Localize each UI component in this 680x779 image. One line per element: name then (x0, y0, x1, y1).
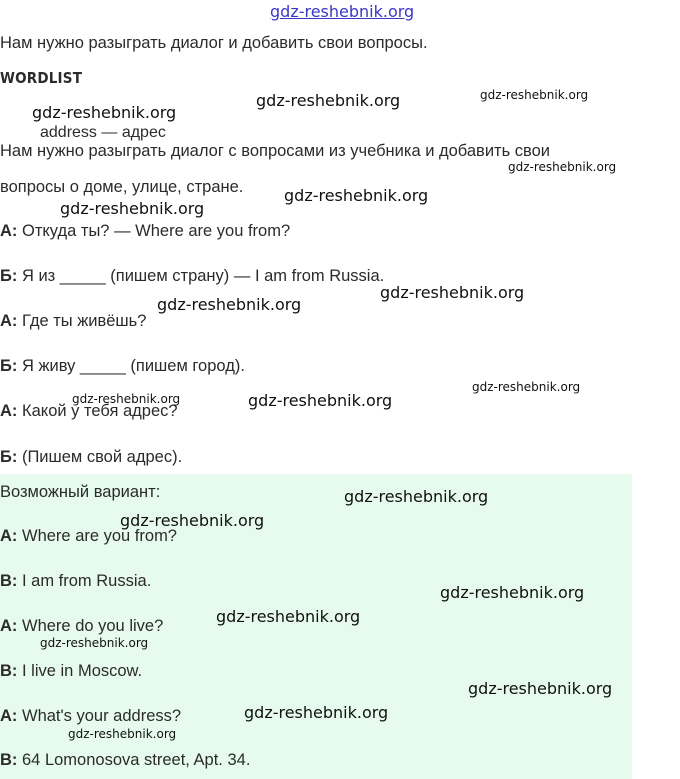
dialog-text: Where do you live? (17, 617, 164, 635)
dialog-text: 64 Lomonosova street, Apt. 34. (17, 751, 251, 769)
speaker-label: Б: (0, 267, 18, 285)
watermark: gdz-reshebnik.org (60, 199, 205, 218)
intro-text: Нам нужно разыграть диалог и добавить свои вопросы. (0, 34, 428, 52)
dialog-text: Откуда ты? — Where are you from? (17, 222, 291, 240)
description-line-1: Нам нужно разыграть диалог с вопросами из учебника и добавить свои (0, 142, 551, 160)
site-link[interactable]: gdz-reshebnik.org (270, 2, 415, 21)
speaker-label: A: (0, 527, 18, 545)
dialog-ru-line (0, 448, 182, 467)
description-line-2: вопросы о доме, улице, стране. (0, 178, 244, 196)
dialog-en-line (0, 751, 250, 770)
watermark: gdz-reshebnik.org (32, 103, 177, 122)
watermark: gdz-reshebnik.org (472, 380, 581, 394)
dialog-text: Я живу _____ (пишем город). (17, 357, 245, 375)
dialog-ru-line (0, 222, 290, 241)
wordlist-clipped-entry: address — адрес (40, 124, 166, 141)
dialog-en-line (0, 617, 163, 636)
watermark: gdz-reshebnik.org (216, 607, 361, 626)
watermark: gdz-reshebnik.org (480, 88, 589, 102)
watermark: gdz-reshebnik.org (248, 391, 393, 410)
watermark: gdz-reshebnik.org (380, 283, 525, 302)
dialog-text: I live in Moscow. (17, 662, 143, 680)
watermark: gdz-reshebnik.org (344, 487, 489, 506)
watermark: gdz-reshebnik.org (284, 186, 429, 205)
speaker-label: A: (0, 617, 18, 635)
dialog-ru-line (0, 312, 146, 331)
dialog-text: (Пишем свой адрес). (17, 448, 183, 466)
speaker-label: А: (0, 222, 18, 240)
watermark: gdz-reshebnik.org (440, 583, 585, 602)
watermark: gdz-reshebnik.org (256, 91, 401, 110)
dialog-text: Какой у тебя адрес? (17, 402, 178, 420)
dialog-text: What's your address? (17, 707, 182, 725)
watermark: gdz-reshebnik.org (40, 636, 149, 650)
speaker-label: Б: (0, 448, 18, 466)
dialog-en-line (0, 662, 142, 681)
speaker-label: A: (0, 707, 18, 725)
watermark: gdz-reshebnik.org (68, 727, 177, 741)
dialog-en-line (0, 707, 181, 726)
watermark: gdz-reshebnik.org (244, 703, 389, 722)
dialog-en-line (0, 572, 151, 591)
speaker-label: А: (0, 312, 18, 330)
watermark: gdz-reshebnik.org (120, 511, 265, 530)
dialog-text: Я из _____ (пишем страну) — I am from Russia. (17, 267, 385, 285)
dialog-text: Where are you from? (17, 527, 177, 545)
speaker-label: B: (0, 572, 18, 590)
speaker-label: B: (0, 662, 18, 680)
dialog-ru-line (0, 357, 245, 376)
dialog-text: I am from Russia. (17, 572, 152, 590)
answer-heading: Возможный вариант: (0, 483, 161, 501)
watermark: gdz-reshebnik.org (72, 392, 181, 406)
watermark: gdz-reshebnik.org (157, 295, 302, 314)
dialog-text: Где ты живёшь? (17, 312, 147, 330)
speaker-label: А: (0, 402, 18, 420)
watermark: gdz-reshebnik.org (508, 160, 617, 174)
dialog-ru-line (0, 267, 384, 286)
speaker-label: B: (0, 751, 18, 769)
watermark: gdz-reshebnik.org (468, 679, 613, 698)
speaker-label: Б: (0, 357, 18, 375)
wordlist-heading: WORDLIST (0, 69, 83, 87)
